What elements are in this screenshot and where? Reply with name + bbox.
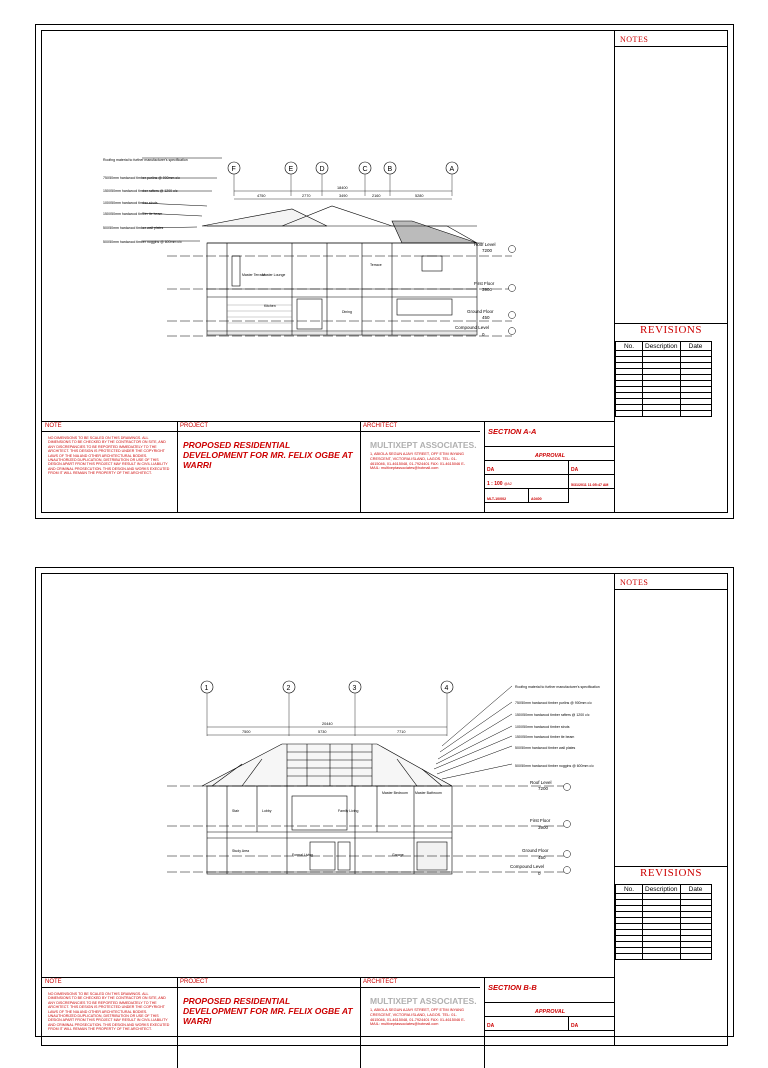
drawn-by: DA: [487, 1023, 495, 1029]
level-value: 450: [538, 855, 546, 860]
note-body: NO DIMENSIONS TO BE SCALED ON THIS DRAWINGS. ALL DIMENSIONS TO BE CHECKED BY THE CONTRACTOR ON SITE, AND ANY DISCREPANCIES TO BE REPORTED IMMEDIATELY TO THE ARCHITECT. THIS DESIGN IS PROTECTED UNDER THE COPYRIGHT LAWS OF THE NIA AND OTHER ARCHITECTURAL BODIES. UNAUTHORIZED DUPLICATION, DISTRIBUTION OR USE OF THIS DESIGN APART FROM THIS PROJECT MAY RESULT IN CIVIL LIABILITY AND CRIMINAL PROSECUTION. THIS DESIGN AND WORKS EXECUTED FROM IT WILL REMAIN THE PROPERTY OF THE ARCHITECT.: [48, 436, 170, 476]
rev-col-description: Description: [643, 885, 681, 894]
title-block-info: [484, 422, 615, 512]
revisions-title: REVISIONS: [615, 866, 727, 885]
level-name: First Floor: [474, 281, 495, 286]
architect-column: [360, 422, 480, 512]
overall-dimension: 18400: [337, 186, 348, 190]
callout-text: 50X50mm hardwood timber noggins @ 600mm c/c: [103, 240, 182, 244]
grid-label: F: [231, 166, 236, 173]
level-value: 3900: [482, 287, 493, 292]
drawing-title-cell: [485, 422, 615, 447]
grid-label: B: [387, 166, 393, 173]
scale-cell: [485, 475, 569, 489]
project-label: PROJECT: [177, 422, 360, 432]
level-value: 7200: [482, 248, 493, 253]
room-label: Master Bathroom: [415, 791, 442, 795]
sheet-border: [41, 30, 728, 513]
architect-name: MULTIXEPT ASSOCIATES.: [370, 440, 477, 450]
dimension: 5730: [318, 730, 327, 734]
scale: 1 : 100 @A2: [487, 481, 512, 487]
callout-text: 75X50mm hardwood timber purlins @ 900mm c/c: [103, 176, 180, 180]
level-name: Roof Level: [530, 780, 552, 785]
room-label: Kitchen: [264, 304, 276, 308]
status-cell: [485, 1003, 615, 1017]
level-value: 0: [538, 871, 541, 876]
drawn-by: DA: [487, 467, 495, 473]
callout-text: 50X50mm hardwood timber wall plates: [103, 226, 164, 230]
notes-title: NOTES: [615, 574, 727, 590]
callout-text: 150X50mm hardwood timber rafters @ 1200 c/c: [515, 713, 590, 717]
room-label: Garage: [392, 853, 404, 857]
dimension: 2770: [302, 194, 311, 198]
level-name: First Floor: [530, 818, 551, 823]
approval-status: APPROVAL: [534, 453, 566, 459]
dimension: 3490: [339, 194, 348, 198]
notes-title: NOTES: [615, 31, 727, 47]
section-title: SECTION B-B: [488, 983, 537, 992]
note-body: NO DIMENSIONS TO BE SCALED ON THIS DRAWINGS. ALL DIMENSIONS TO BE CHECKED BY THE CONTRACTOR ON SITE, AND ANY DISCREPANCIES TO BE REPORTED IMMEDIATELY TO THE ARCHITECT. THIS DESIGN IS PROTECTED UNDER THE COPYRIGHT LAWS OF THE NIA AND OTHER ARCHITECTURAL BODIES. UNAUTHORIZED DUPLICATION, DISTRIBUTION OR USE OF THIS DESIGN APART FROM THIS PROJECT MAY RESULT IN CIVIL LIABILITY AND CRIMINAL PROSECUTION. THIS DESIGN AND WORKS EXECUTED FROM IT WILL REMAIN THE PROPERTY OF THE ARCHITECT.: [48, 992, 170, 1032]
grid-label: 3: [352, 685, 357, 692]
room-label: Stair: [232, 809, 240, 813]
drawing-number-cell: [485, 489, 529, 503]
rev-col-date: Date: [680, 885, 711, 894]
callout-text: 50X50mm hardwood timber noggins @ 600mm c/c: [515, 764, 594, 768]
level-name: Compound Level: [510, 864, 545, 869]
project-column: [177, 978, 361, 1068]
architect-label: ARCHITECT: [360, 978, 480, 988]
title-block: [42, 421, 615, 512]
callout-text: 150X50mm hardwood timber tie beam: [515, 735, 575, 739]
title-block-info: [484, 978, 615, 1068]
project-label: PROJECT: [177, 978, 360, 988]
title-block: [42, 977, 615, 1068]
room-label: Terrace: [370, 263, 382, 267]
grid-label: E: [288, 166, 294, 173]
dimension: 4750: [257, 194, 266, 198]
project-title: PROPOSED RESIDENTIAL DEVELOPMENT FOR MR. FELIX OGBE AT WARRI: [183, 440, 353, 470]
rev-col-description: Description: [643, 342, 681, 351]
dimension: 7710: [397, 730, 406, 734]
architect-label: ARCHITECT: [360, 422, 480, 432]
callout-text: Roofing material to further manufacturer's specification: [515, 685, 600, 689]
architect-name: MULTIXEPT ASSOCIATES.: [370, 996, 477, 1006]
level-value: 3900: [538, 825, 549, 830]
room-label: Master Bedroom: [382, 791, 408, 795]
grid-label: 1: [204, 685, 209, 692]
checked-by-cell: [569, 461, 615, 475]
rev-col-no: No.: [616, 885, 643, 894]
project-title: PROPOSED RESIDENTIAL DEVELOPMENT FOR MR. FELIX OGBE AT WARRI: [183, 996, 353, 1026]
callout-text: 50X50mm hardwood timber wall plates: [515, 746, 576, 750]
grid-label: A: [449, 166, 455, 173]
revisions-table: [615, 341, 712, 417]
drawing-sheet-section-a: [35, 24, 734, 519]
level-value: 450: [482, 315, 490, 320]
overall-dimension: 20440: [322, 722, 333, 726]
level-value: 0: [482, 332, 485, 337]
checked-by-cell: [569, 1017, 615, 1031]
rev-col-date: Date: [680, 342, 711, 351]
job-number-cell: [529, 489, 569, 503]
drawn-by-cell: [485, 1017, 569, 1031]
section-b-drawing: [42, 574, 617, 974]
sheet-border: [41, 573, 728, 1046]
rev-col-no: No.: [616, 342, 643, 351]
room-label: Master Terrace: [242, 273, 266, 277]
section-title: SECTION A-A: [488, 427, 537, 436]
job-number: A0400: [531, 497, 542, 501]
callout-text: 100X50mm hardwood timber struts: [103, 201, 158, 205]
drawing-number: MLT-10/002: [487, 497, 507, 501]
callout-text: Roofing material to further manufacturer's specification: [103, 158, 188, 162]
level-name: Ground Floor: [467, 309, 494, 314]
room-label: Lobby: [262, 809, 272, 813]
grid-label: C: [362, 166, 368, 173]
notes-panel: [614, 31, 727, 512]
notes-panel: [614, 574, 727, 1045]
revisions-table: [615, 884, 712, 960]
room-label: Master Lounge: [262, 273, 286, 277]
callout-text: 100X50mm hardwood timber struts: [515, 725, 570, 729]
grid-label: D: [319, 166, 325, 173]
note-label: NOTE: [42, 422, 177, 432]
level-name: Compound Level: [455, 325, 490, 330]
plot-date: 5/31/2011 11:05:47 AM: [571, 483, 609, 487]
project-column: [177, 422, 361, 512]
room-label: Family Living: [338, 809, 359, 813]
level-value: 7200: [538, 786, 549, 791]
status-cell: [485, 447, 615, 461]
level-name: Roof Level: [474, 242, 496, 247]
architect-address: 1, ABIOLA SEGUN AJAYI STREET, OFF ETIM INYANG CRESCENT, VICTORIA ISLAND, LAGOS. TEL: 01-4615046, 01-4615048, 01-7924401 FAX: 01-4615046 E-MAIL: multixeptassociates@hotmail.com: [370, 452, 465, 471]
room-label: Formal Living: [292, 853, 314, 857]
drawing-sheet-section-b: [35, 567, 734, 1037]
callout-text: 150X50mm hardwood timber rafters @ 1200 c/c: [103, 189, 178, 193]
room-label: Study Area: [232, 849, 250, 853]
callout-text: 150X50mm hardwood timber tie beam: [103, 212, 163, 216]
approval-status: APPROVAL: [534, 1009, 566, 1015]
note-column: [42, 422, 178, 512]
room-label: Dining: [342, 310, 352, 314]
dimension: 5280: [415, 194, 424, 198]
callout-text: 75X50mm hardwood timber purlins @ 900mm c/c: [515, 701, 592, 705]
date-cell: [569, 475, 615, 489]
dimension: 2160: [372, 194, 381, 198]
drawn-by-cell: [485, 461, 569, 475]
note-column: [42, 978, 178, 1068]
architect-column: [360, 978, 480, 1068]
drawing-title-cell: [485, 978, 615, 1003]
revisions-title: REVISIONS: [615, 323, 727, 342]
architect-address: 1, ABIOLA SEGUN AJAYI STREET, OFF ETIM INYANG CRESCENT, VICTORIA ISLAND, LAGOS. TEL: 01-4615046, 01-4615048, 01-7924401 FAX: 01-4615046 E-MAIL: multixeptassociates@hotmail.com: [370, 1008, 465, 1027]
dimension: 7500: [242, 730, 251, 734]
grid-label: 2: [286, 685, 291, 692]
checked-by: DA: [571, 467, 579, 473]
note-label: NOTE: [42, 978, 177, 988]
section-a-drawing: [42, 31, 617, 429]
level-name: Ground Floor: [522, 848, 549, 853]
checked-by: DA: [571, 1023, 579, 1029]
grid-label: 4: [444, 685, 449, 692]
